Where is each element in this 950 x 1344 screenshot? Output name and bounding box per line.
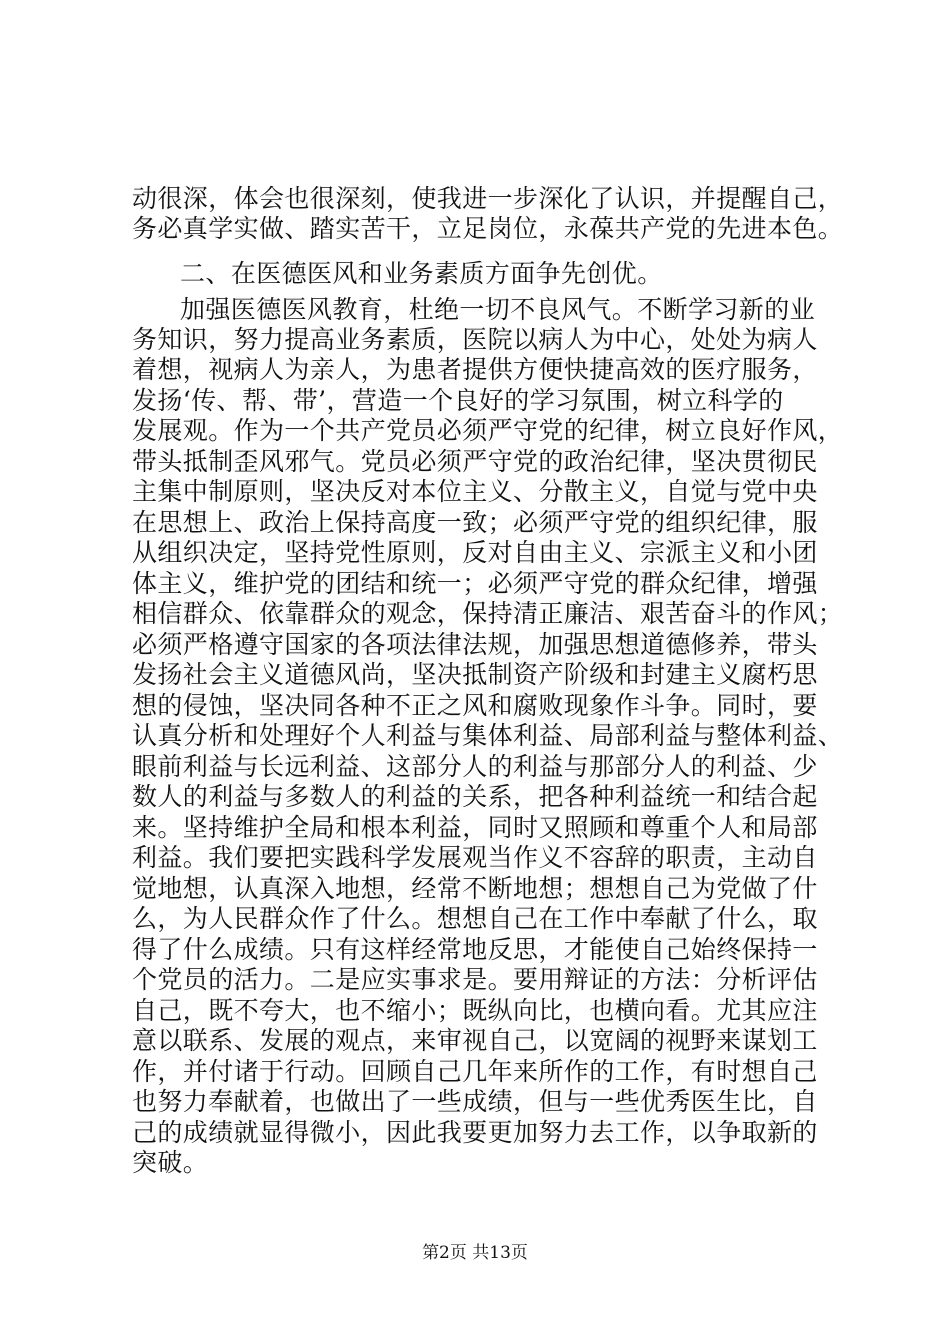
body-line: 发扬‘传、帮、带’，营造一个良好的学习氛围，树立科学的	[132, 386, 784, 415]
body-line: 么，为人民群众作了什么。想想自己在工作中奉献了什么，取	[132, 904, 818, 933]
body-line: 主集中制原则，坚决反对本位主义、分散主义，自觉与党中央	[132, 477, 818, 506]
body-line: 自己，既不夸大，也不缩小；既纵向比，也横向看。尤其应注	[132, 996, 818, 1025]
body-line: 发扬社会主义道德风尚，坚决抵制资产阶级和封建主义腐朽思	[132, 660, 818, 689]
body-line: 务知识，努力提高业务素质，医院以病人为中心，处处为病人	[132, 325, 818, 354]
body-line: 在思想上、政治上保持高度一致；必须严守党的组织纪律，服	[132, 508, 818, 537]
body-line: 加强医德医风教育，杜绝一切不良风气。不断学习新的业	[180, 295, 816, 324]
body-line: 着想，视病人为亲人，为患者提供方便快捷高效的医疗服务，	[132, 355, 818, 384]
body-line: 突破。	[132, 1148, 209, 1177]
body-line: 体主义，维护党的团结和统一；必须严守党的群众纪律，增强	[132, 569, 818, 598]
body-line: 意以联系、发展的观点，来审视自己，以宽阔的视野来谋划工	[132, 1026, 818, 1055]
continuation-line: 务必真学实做、踏实苦干，立足岗位，永葆共产党的先进本色。	[132, 214, 844, 243]
body-line: 得了什么成绩。只有这样经常地反思，才能使自己始终保持一	[132, 935, 818, 964]
body-line: 相信群众、依靠群众的观念，保持清正廉洁、艰苦奋斗的作风；	[132, 599, 844, 628]
body-line: 想的侵蚀，坚决同各种不正之风和腐败现象作斗争。同时，要	[132, 691, 818, 720]
continuation-line: 动很深，体会也很深刻，使我进一步深化了认识，并提醒自己，	[132, 184, 844, 213]
body-line: 必须严格遵守国家的各项法律法规，加强思想道德修养，带头	[132, 630, 818, 659]
section-heading: 二、在医德医风和业务素质方面争先创优。	[180, 259, 663, 288]
body-line: 己的成绩就显得微小，因此我要更加努力去工作，以争取新的	[132, 1118, 818, 1147]
body-line: 觉地想，认真深入地想，经常不断地想；想想自己为党做了什	[132, 874, 818, 903]
body-line: 数人的利益与多数人的利益的关系，把各种利益统一和结合起	[132, 782, 818, 811]
body-line: 眼前利益与长远利益、这部分人的利益与那部分人的利益、少	[132, 752, 818, 781]
body-line: 作，并付诸于行动。回顾自己几年来所作的工作，有时想自己	[132, 1057, 818, 1086]
body-line: 个党员的活力。二是应实事求是。要用辩证的方法：分析评估	[132, 965, 818, 994]
body-line: 认真分析和处理好个人利益与集体利益、局部利益与整体利益、	[132, 721, 844, 750]
body-line: 从组织决定，坚持党性原则，反对自由主义、宗派主义和小团	[132, 538, 818, 567]
page-footer: 第2页 共13页	[422, 1243, 528, 1263]
body-line: 来。坚持维护全局和根本利益，同时又照顾和尊重个人和局部	[132, 813, 818, 842]
body-line: 带头抵制歪风邪气。党员必须严守党的政治纪律，坚决贯彻民	[132, 447, 818, 476]
body-line: 也努力奉献着，也做出了一些成绩，但与一些优秀医生比，自	[132, 1087, 818, 1116]
body-line: 利益。我们要把实践科学发展观当作义不容辞的职责，主动自	[132, 843, 818, 872]
body-line: 发展观。作为一个共产党员必须严守党的纪律，树立良好作风，	[132, 416, 844, 445]
